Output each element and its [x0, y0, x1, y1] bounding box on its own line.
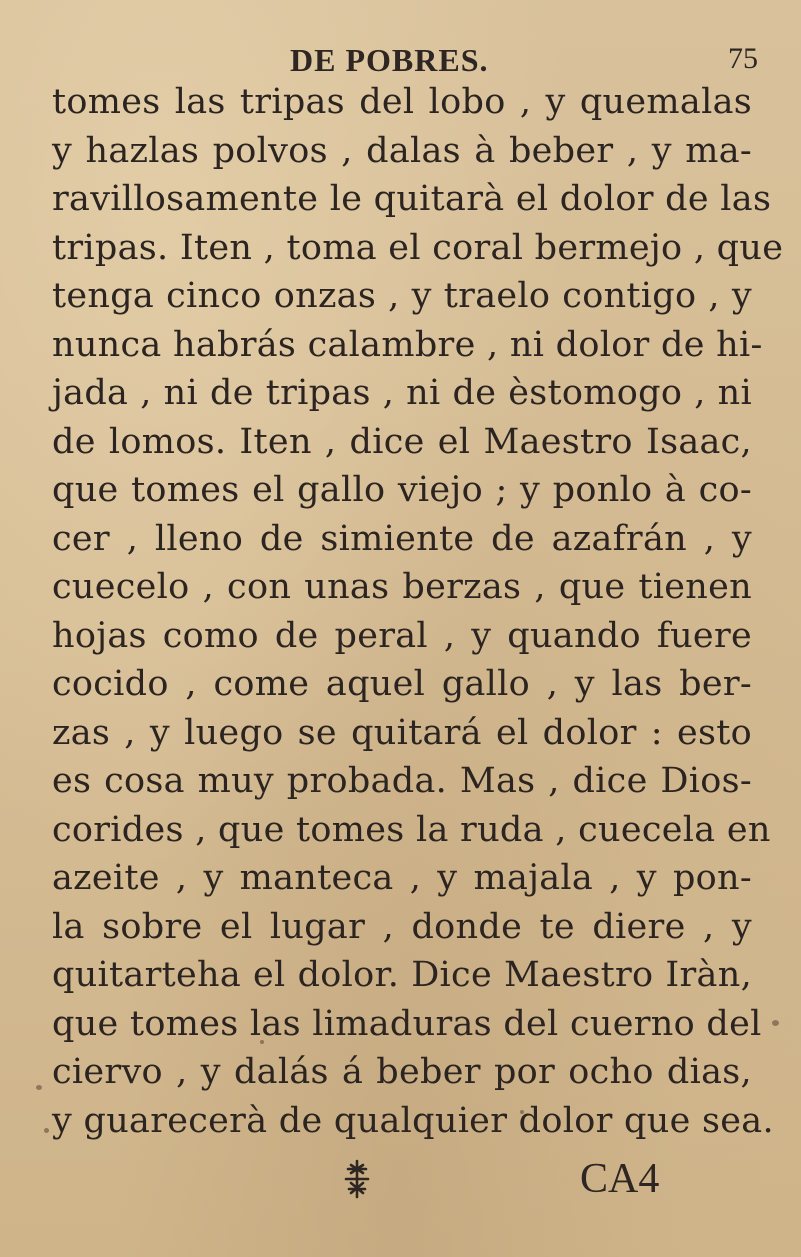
text-line: zas , y luego se quitará el dolor : esto	[52, 712, 752, 753]
text-line: y hazlas polvos , dalas à beber , y ma-	[52, 130, 752, 171]
paper-speck	[612, 1065, 617, 1069]
paper-speck	[44, 1128, 49, 1133]
signature-mark: CA4	[580, 1156, 660, 1202]
text-line: nunca habrás calambre , ni dolor de hi-	[52, 324, 763, 365]
page-number: 75	[728, 42, 758, 75]
text-line: es cosa muy probada. Mas , dice Dios-	[52, 761, 752, 801]
text-line: cocido , come aquel gallo , y las ber-	[52, 664, 752, 704]
text-line: tenga cinco onzas , y traelo contigo , y	[52, 276, 752, 316]
body-text	[52, 78, 784, 1145]
text-line: que tomes el gallo viejo ; y ponlo à co-	[52, 470, 752, 510]
paper-speck	[520, 1110, 524, 1114]
running-title: DE POBRES.	[290, 42, 489, 78]
paper-speck	[772, 1020, 779, 1026]
paper-speck	[36, 1085, 42, 1090]
text-line: tomes las tripas del lobo , y quemalas	[52, 82, 752, 122]
text-line: tripas. Iten , toma el coral bermejo , que	[52, 227, 784, 268]
text-line: y guarecerà de qualquier dolor que sea.	[52, 1100, 774, 1141]
running-head	[0, 40, 801, 80]
printers-ornament-icon	[340, 1159, 374, 1199]
text-line: quitarteha el dolor. Dice Maestro Iràn,	[52, 955, 752, 995]
text-line: cer , lleno de simiente de azafrán , y	[52, 518, 752, 559]
text-line: cuecelo , con unas berzas , que tienen	[52, 567, 752, 607]
page-footer	[0, 1155, 801, 1205]
text-line: que tomes las limaduras del cuerno del	[52, 1003, 762, 1044]
text-line: la sobre el lugar , donde te diere , y	[52, 906, 752, 947]
text-line: jada , ni de tripas , ni de èstomogo , ni	[52, 373, 752, 413]
text-line: azeite , y manteca , y majala , y pon-	[52, 858, 752, 898]
text-line: corides , que tomes la ruda , cuecela en	[52, 809, 771, 850]
text-line: de lomos. Iten , dice el Maestro Isaac,	[52, 421, 752, 462]
text-line: ciervo , y dalás á beber por ocho dias,	[52, 1052, 752, 1092]
paper-speck	[260, 1040, 264, 1044]
text-line: ravillosamente le quitarà el dolor de las	[52, 179, 772, 219]
text-line: hojas como de peral , y quando fuere	[52, 615, 752, 656]
